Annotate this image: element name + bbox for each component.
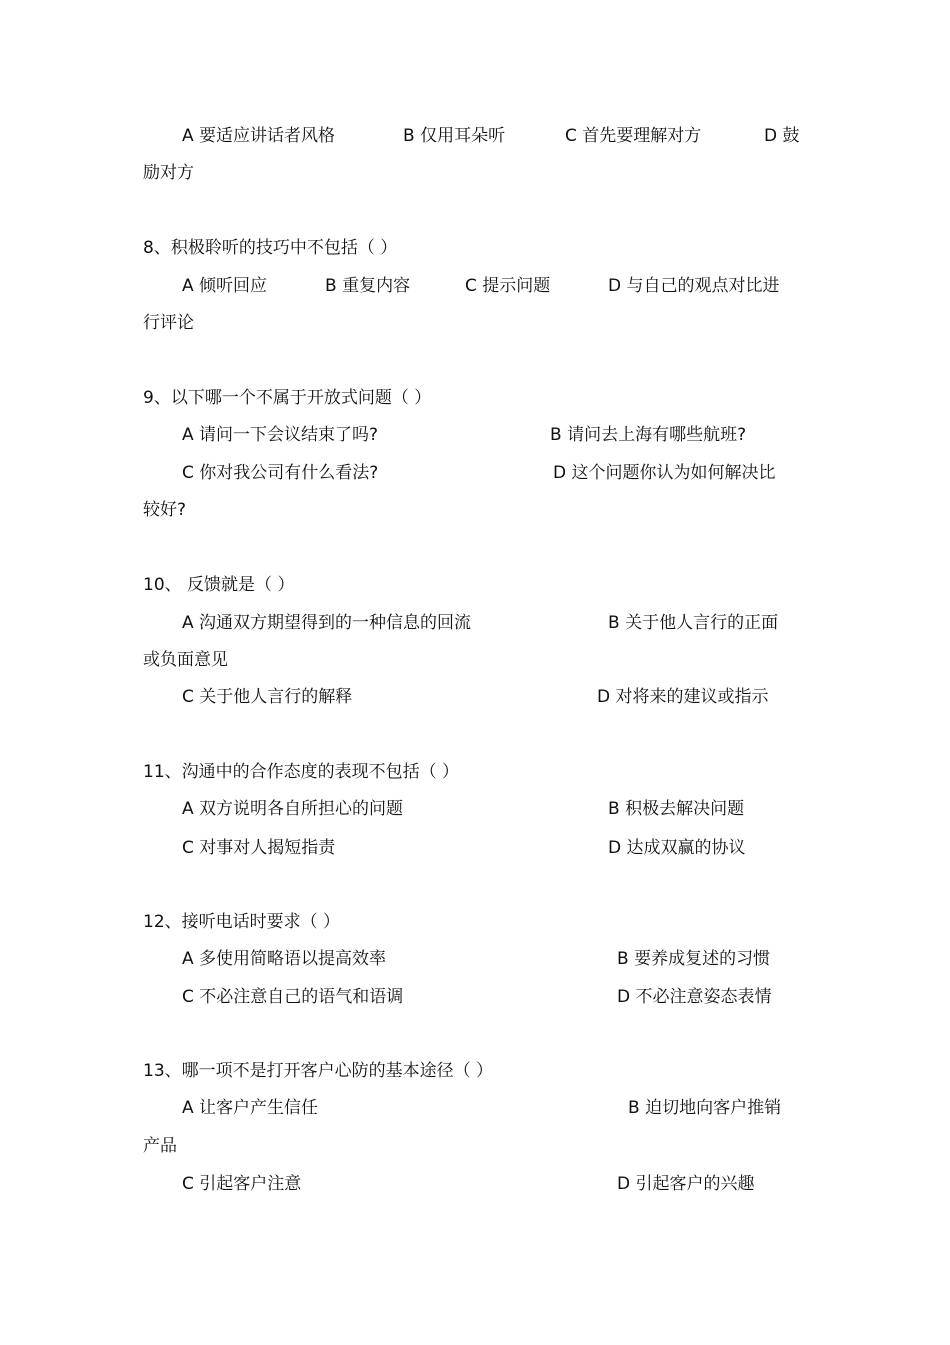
q8-option-b: B 重复内容 <box>325 276 411 296</box>
q8-stem: 8、积极聆听的技巧中不包括（ ） <box>143 238 398 258</box>
q9-stem: 9、以下哪一个不属于开放式问题（ ） <box>143 388 432 408</box>
q10-option-d: D 对将来的建议或指示 <box>597 687 769 707</box>
q7-option-d: D 鼓 <box>764 126 800 146</box>
q10-stem: 10、 反馈就是（ ） <box>143 575 295 595</box>
q10-option-c: C 关于他人言行的解释 <box>182 687 353 707</box>
q12-option-c: C 不必注意自己的语气和语调 <box>182 987 404 1007</box>
q7-option-a: A 要适应讲话者风格 <box>182 126 336 146</box>
q11-stem: 11、沟通中的合作态度的表现不包括（ ） <box>143 762 460 782</box>
q11-option-d: D 达成双赢的协议 <box>608 838 746 858</box>
q10-option-a: A 沟通双方期望得到的一种信息的回流 <box>182 613 472 633</box>
q9-option-b: B 请问去上海有哪些航班? <box>550 425 747 445</box>
q10-option-b: B 关于他人言行的正面 <box>608 613 779 633</box>
q13-option-b: B 迫切地向客户推销 <box>628 1098 782 1118</box>
q9-option-d: D 这个问题你认为如何解决比 <box>553 463 776 483</box>
q13-option-c: C 引起客户注意 <box>182 1174 302 1194</box>
q9-option-d-continued: 较好? <box>143 500 187 520</box>
q12-option-a: A 多使用简略语以提高效率 <box>182 949 387 969</box>
q7-option-d-continued: 励对方 <box>143 163 194 183</box>
q11-option-a: A 双方说明各自所担心的问题 <box>182 799 404 819</box>
q9-option-c: C 你对我公司有什么看法? <box>182 463 379 483</box>
q7-option-c: C 首先要理解对方 <box>565 126 702 146</box>
q12-stem: 12、接听电话时要求（ ） <box>143 912 341 932</box>
q11-option-b: B 积极去解决问题 <box>608 799 745 819</box>
q12-option-d: D 不必注意姿态表情 <box>617 987 772 1007</box>
q12-option-b: B 要养成复述的习惯 <box>617 949 771 969</box>
q9-option-a: A 请问一下会议结束了吗? <box>182 425 379 445</box>
q8-option-c: C 提示问题 <box>465 276 551 296</box>
q13-stem: 13、哪一项不是打开客户心防的基本途径（ ） <box>143 1061 494 1081</box>
q13-option-d: D 引起客户的兴趣 <box>617 1174 755 1194</box>
q7-option-b: B 仅用耳朵听 <box>403 126 506 146</box>
q11-option-c: C 对事对人揭短指责 <box>182 838 336 858</box>
q10-option-b-continued: 或负面意见 <box>143 650 228 670</box>
q13-option-a: A 让客户产生信任 <box>182 1098 319 1118</box>
q13-option-b-continued: 产品 <box>143 1136 177 1156</box>
q8-option-d: D 与自己的观点对比进 <box>608 276 780 296</box>
q8-option-a: A 倾听回应 <box>182 276 268 296</box>
q8-option-d-continued: 行评论 <box>143 313 194 333</box>
